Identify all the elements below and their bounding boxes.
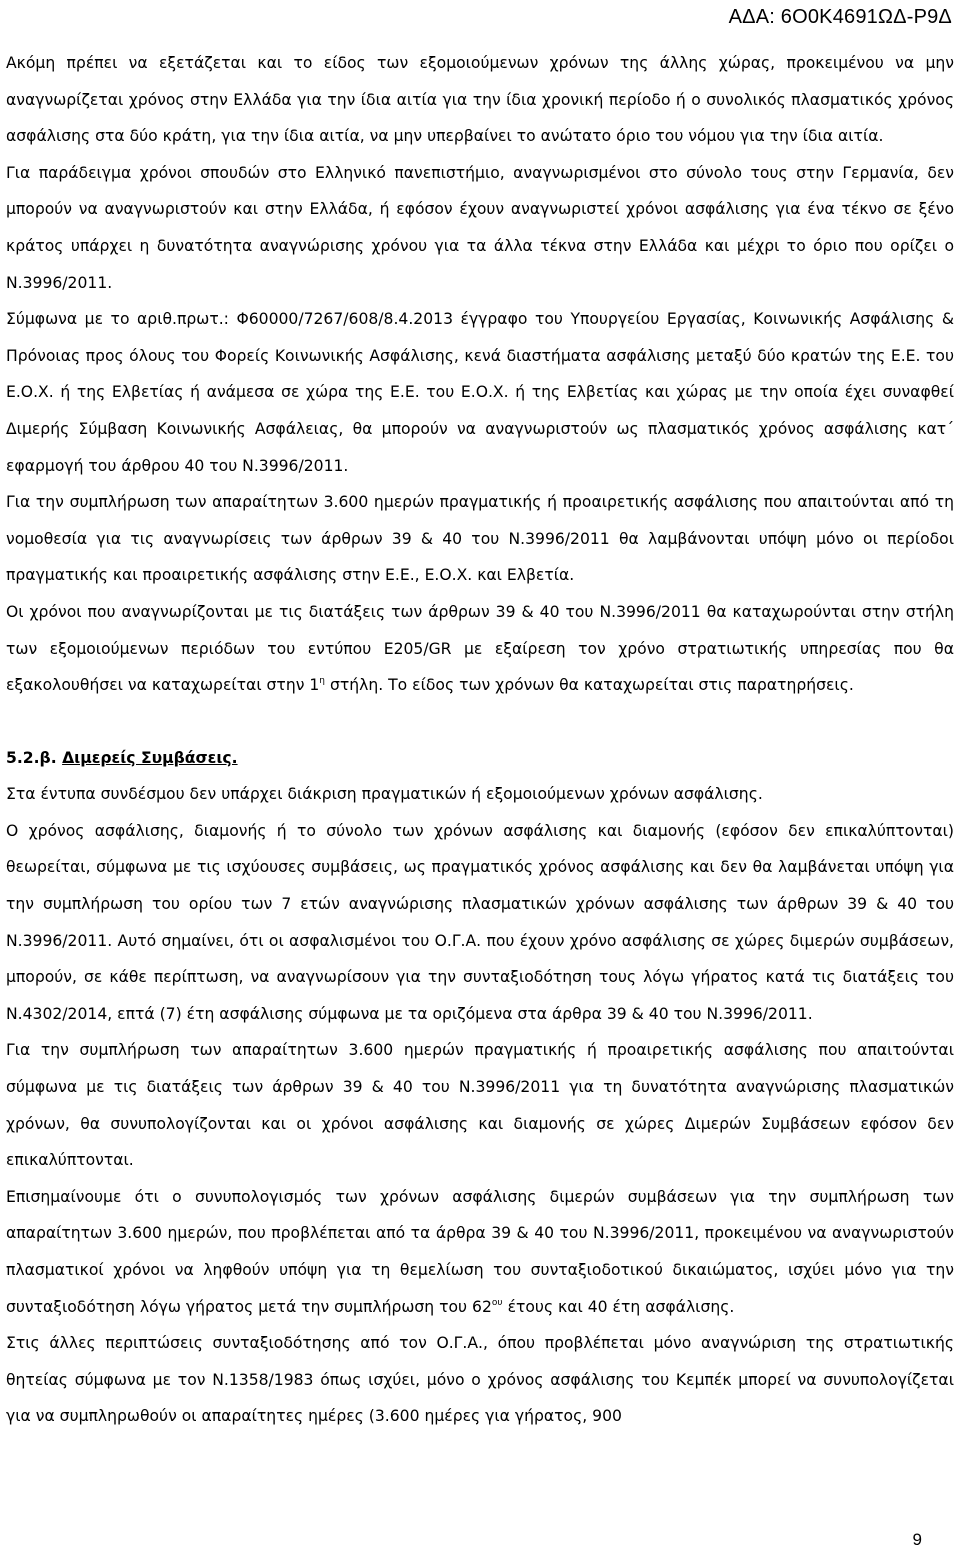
paragraph-insurance-time: Ο χρόνος ασφάλισης, διαμονής ή το σύνολο των χρόνων ασφάλισης και διαμονής (εφόσον δεν επικαλύπτονται) θεωρείται, σύμφωνα με τις ισχύουσες συμβάσεις, ως πραγματικός χρόνος ασφάλισης και δεν θα λαμβάνεται υπόψη για την συμπλήρωση του ορίου των 7 ετών αναγνώρισης πλασματικών χρόνων ασφάλισης των άρθρων 39 & 40 του Ν.3996/2011. Αυτό σημαίνει, ότι οι ασφαλισμένοι του Ο.Γ.Α. που έχουν χρόνο ασφάλισης σε χώρες διμερών συμβάσεων, μπορούν, σε κάθε περίπτωση, να αναγνωρίσουν για την συνταξιοδότηση τους λόγω γήρατος κατά τις διατάξεις του Ν.4302/2014, επτά (7) έτη ασφάλισης σύμφωνα με τα οριζόμενα στα άρθρα 39 & 40 του Ν.3996/2011. — [6, 821, 954, 1023]
section-heading — [6, 740, 954, 777]
paragraph-e205-superscript: η — [319, 676, 326, 687]
paragraph-age-62-text-start: Επισημαίνουμε ότι ο συνυπολογισμός των χρόνων ασφάλισης διμερών συμβάσεων για την συμπλήρωση των απαραίτητων 3.600 ημερών, που προβλέπεται από τα άρθρα 39 & 40 του Ν.3996/2011, προκειμένου να αναγνωριστούν πλασματικοί χρόνοι να ληφθούν υπόψη για τη θεμελίωση του συνταξιοδοτικού δικαιώματος, ισχύει μόνο για την συνταξιοδότηση λόγω γήρατος μετά την συμπλήρωση του 62 — [6, 1187, 954, 1316]
paragraph-age-62 — [6, 1179, 954, 1325]
paragraph-e205-text-start: Οι χρόνοι που αναγνωρίζονται με τις διατάξεις των άρθρων 39 & 40 του Ν.3996/2011 θα καταχωρούνται στην στήλη των εξομοιούμενων περιόδων του εντύπου Ε205/GR με εξαίρεση τον χρόνο στρατιωτικής υπηρεσίας που θα εξακολουθήσει να καταχωρείται στην 1 — [6, 602, 954, 695]
document-body — [6, 45, 954, 1435]
page-number: 9 — [912, 1530, 922, 1549]
ada-code-header: ΑΔΑ: 6Ο0Κ4691ΩΔ-Ρ9Δ — [728, 6, 952, 28]
paragraph-3600-days: Για την συμπλήρωση των απαραίτητων 3.600 ημερών πραγματικής ή προαιρετικής ασφάλισης που απαιτούνται από τη νομοθεσία για τις αναγνωρίσεις των άρθρων 39 & 40 του Ν.3996/2011 θα λαμβάνονται υπόψη μόνο οι περίοδοι πραγματικής και προαιρετικής ασφάλισης στην Ε.Ε., Ε.Ο.Χ. και Ελβετία. — [6, 493, 954, 585]
paragraph-e205-text-end: στήλη. Το είδος των χρόνων θα καταχωρείται στις παρατηρήσεις. — [325, 676, 854, 695]
paragraph-other-cases: Στις άλλες περιπτώσεις συνταξιοδότησης από τον Ο.Γ.Α., όπου προβλέπεται μόνο αναγνώριση της στρατιωτικής θητείας σύμφωνα με τον Ν.1358/1983 όπως ισχύει, μόνο ο χρόνος ασφάλισης του Κεμπέκ μπορεί να συνυπολογίζεται για να συμπληρωθούν οι απαραίτητες ημέρες (3.600 ημέρες για γήρατος, 900 — [6, 1334, 954, 1426]
paragraph-ministry-document: Σύμφωνα με το αριθ.πρωτ.: Φ60000/7267/608/8.4.2013 έγγραφο του Υπουργείου Εργασίας, Κοινωνικής Ασφάλισης & Πρόνοιας προς όλους του Φορείς Κοινωνικής Ασφάλισης, κενά διαστήματα ασφάλισης μεταξύ δύο κρατών της Ε.Ε. του Ε.Ο.Χ. ή της Ελβετίας ή ανάμεσα σε χώρα της Ε.Ε. του Ε.Ο.Χ. ή της Ελβετίας και χώρας με την οποία έχει συναφθεί Διμερής Σύμβαση Κοινωνικής Ασφάλειας, θα μπορούν να αναγνωριστούν ως πλασματικός χρόνος ασφάλισης κατ΄ εφαρμογή του άρθρου 40 του Ν.3996/2011. — [6, 310, 954, 475]
paragraph-example-studies: Για παράδειγμα χρόνοι σπουδών στο Ελληνικό πανεπιστήμιο, αναγνωρισμένοι στο σύνολο τους στην Γερμανία, δεν μπορούν να αναγνωριστούν και στην Ελλάδα, ή εφόσον έχουν αναγνωριστεί χρόνοι ασφάλισης για ένα τέκνο σε ξένο κράτος υπάρχει η δυνατότητα αναγνώρισης χρόνου για τα άλλα τέκνα στην Ελλάδα και μέχρι το όριο που ορίζει ο Ν.3996/2011. — [6, 163, 954, 292]
paragraph-age-62-text-end: έτους και 40 έτη ασφάλισης. — [502, 1297, 735, 1316]
paragraph-bilateral-days: Για την συμπλήρωση των απαραίτητων 3.600 ημερών πραγματικής ή προαιρετικής ασφάλισης που απαιτούνται σύμφωνα με τις διατάξεις των άρθρων 39 & 40 του Ν.3996/2011 για τη δυνατότητα αναγνώρισης πλασματικών χρόνων, θα συνυπολογίζονται και οι χρόνοι ασφάλισης και διαμονής σε χώρες Διμερών Συμβάσεων εφόσον δεν επικαλύπτονται. — [6, 1041, 954, 1170]
paragraph-equivalent-periods: Ακόμη πρέπει να εξετάζεται και το είδος των εξομοιούμενων χρόνων της άλλης χώρας, προκειμένου να μην αναγνωρίζεται χρόνος στην Ελλάδα για την ίδια αιτία για την ίδια χρονική περίοδο ή ο συνολικός πλασματικός χρόνος ασφάλισης στα δύο κράτη, για την ίδια αιτία, να μην υπερβαίνει το ανώτατο όριο του νόμου για την ίδια αιτία. — [6, 54, 954, 146]
paragraph-liaison-forms: Στα έντυπα συνδέσμου δεν υπάρχει διάκριση πραγματικών ή εξομοιούμενων χρόνων ασφάλισης. — [6, 785, 763, 804]
paragraph-e205-form — [6, 594, 954, 704]
paragraph-age-62-superscript: ου — [491, 1297, 503, 1308]
section-title: Διμερείς Συμβάσεις. — [62, 748, 238, 767]
section-number: 5.2.β. — [6, 748, 57, 767]
section-spacer — [6, 704, 954, 740]
